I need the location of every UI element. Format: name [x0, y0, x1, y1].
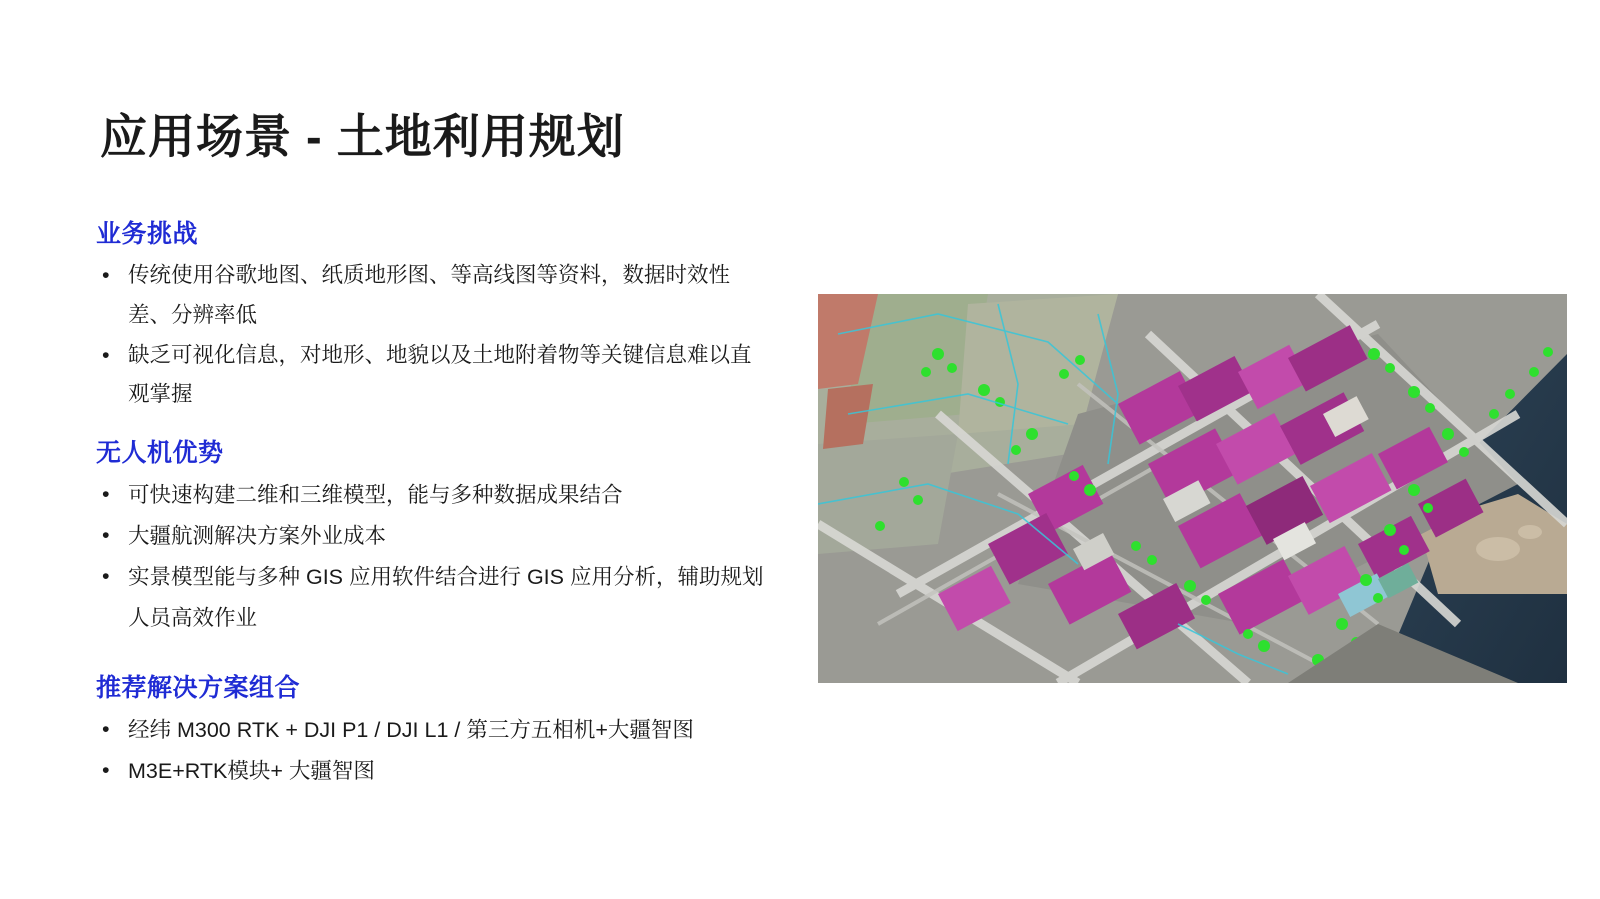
list-item-text: 经纬 M300 RTK + DJI P1 / DJI L1 / 第三方五相机+大疆智图 [128, 718, 694, 743]
bullet-marker-icon: • [102, 482, 110, 507]
list-item [96, 336, 796, 416]
list-item [96, 475, 796, 516]
bullet-marker-icon: • [102, 758, 110, 783]
list-item-text: 传统使用谷歌地图、纸质地形图、等高线图等资料，数据时效性差、分辨率低 [128, 263, 731, 327]
page-title: 应用场景 - 土地利用规划 [100, 110, 625, 163]
list-item [96, 710, 796, 751]
bullet-list-solution [96, 710, 796, 792]
bullet-marker-icon: • [102, 522, 110, 547]
aerial-orthophoto-image [818, 294, 1567, 683]
list-item [96, 516, 796, 557]
section-heading-advantages: 无人机优势 [96, 439, 224, 468]
bullet-list-challenges [96, 256, 796, 415]
orthophoto-graphic [818, 294, 1567, 683]
list-item [96, 256, 796, 336]
list-item-text: 缺乏可视化信息，对地形、地貌以及土地附着物等关键信息难以直观掌握 [128, 342, 752, 407]
list-item [96, 751, 796, 792]
list-item-text: 可快速构建二维和三维模型，能与多种数据成果结合 [128, 483, 623, 508]
bullet-marker-icon: • [102, 342, 110, 367]
list-item-text: 实景模型能与多种 GIS 应用软件结合进行 GIS 应用分析，辅助规划人员高效作业 [128, 564, 764, 630]
list-item [96, 557, 796, 639]
list-item-text: M3E+RTK模块+ 大疆智图 [128, 759, 375, 784]
bullet-marker-icon: • [102, 563, 110, 588]
bullet-list-advantages [96, 475, 796, 638]
section-heading-challenges: 业务挑战 [96, 220, 199, 248]
section-heading-solution: 推荐解决方案组合 [96, 674, 301, 703]
bullet-marker-icon: • [102, 263, 110, 287]
content-column [96, 214, 796, 792]
list-item-text: 大疆航测解决方案外业成本 [128, 523, 387, 548]
bullet-marker-icon: • [102, 717, 110, 742]
